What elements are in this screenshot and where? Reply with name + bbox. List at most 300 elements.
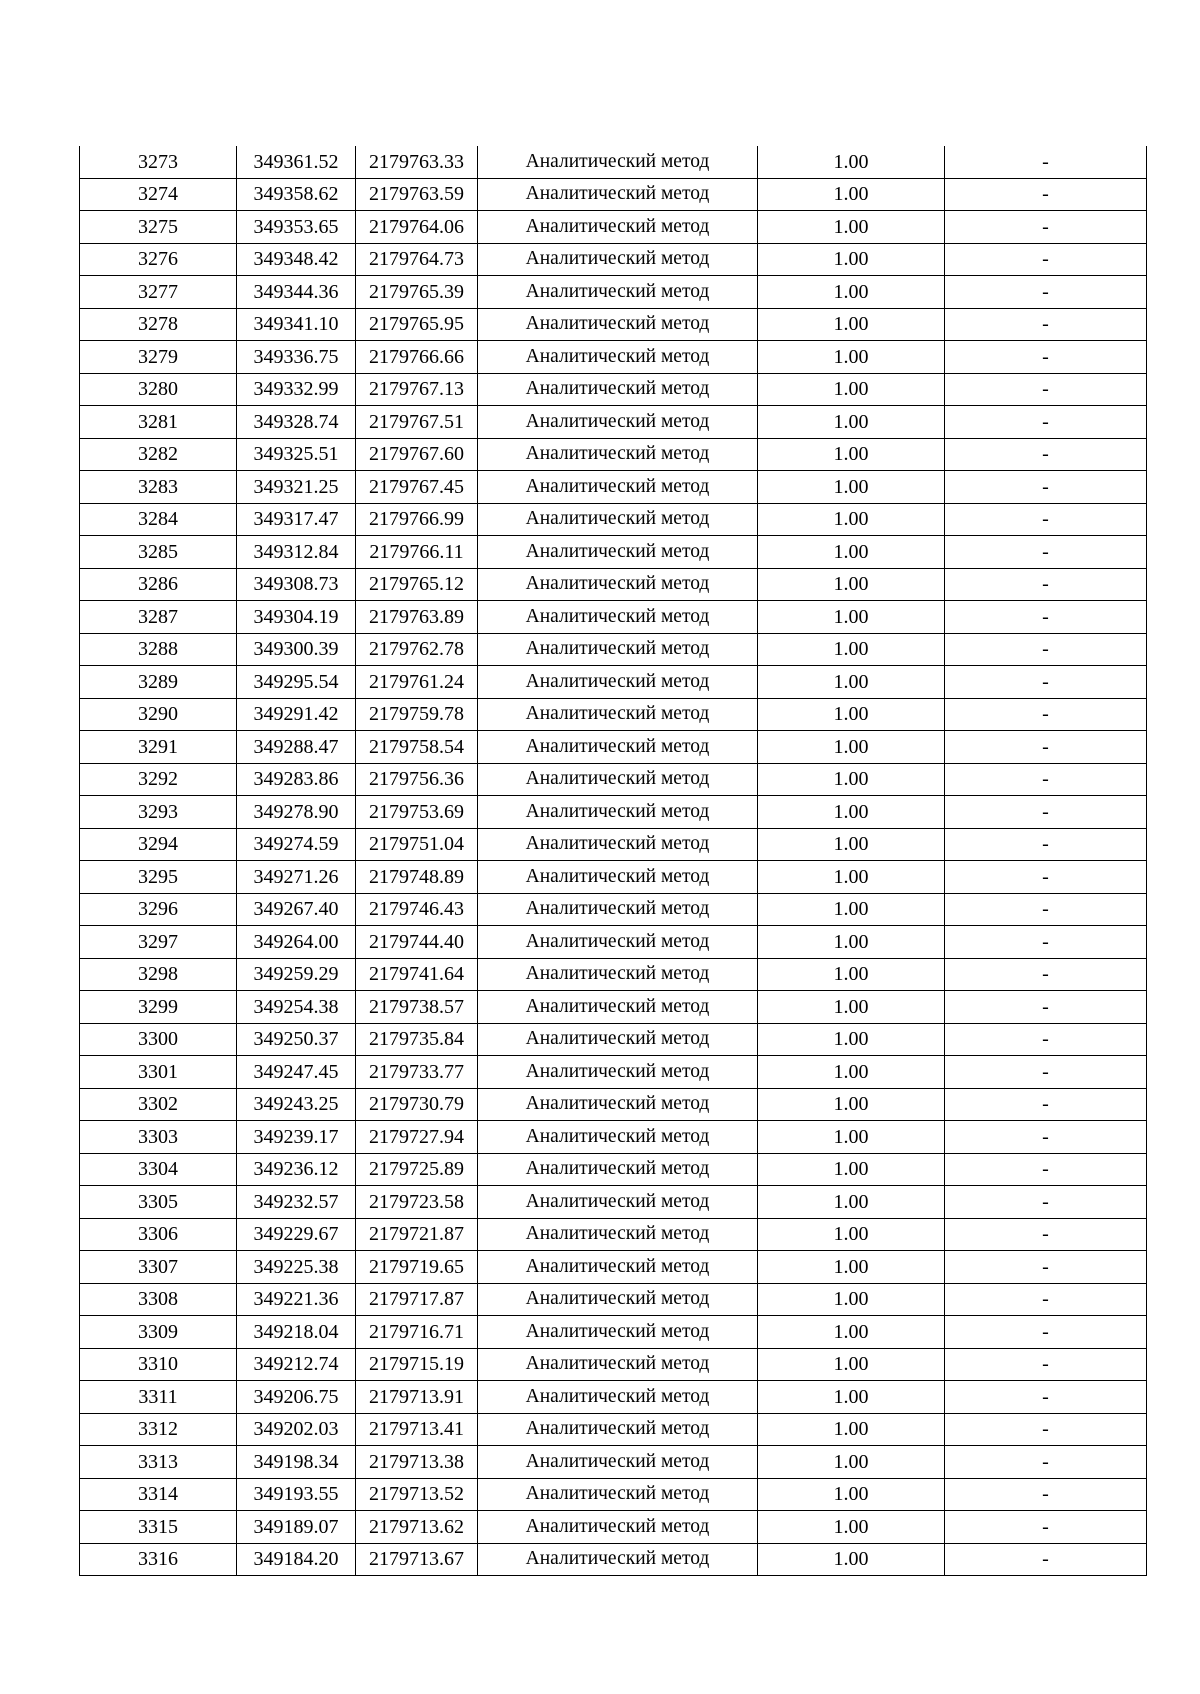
method-cell: Аналитический метод xyxy=(478,1023,758,1056)
table-row xyxy=(80,1023,1147,1056)
method-cell: Аналитический метод xyxy=(478,1283,758,1316)
precision-cell: 1.00 xyxy=(758,178,945,211)
precision-cell: 1.00 xyxy=(758,828,945,861)
description-cell: - xyxy=(945,1381,1147,1414)
x-coordinate-cell: 349283.86 xyxy=(237,763,356,796)
table-row xyxy=(80,1381,1147,1414)
table-row xyxy=(80,178,1147,211)
x-coordinate-cell: 349295.54 xyxy=(237,666,356,699)
table-row xyxy=(80,763,1147,796)
y-coordinate-cell: 2179764.73 xyxy=(356,243,478,276)
y-coordinate-cell: 2179766.66 xyxy=(356,341,478,374)
x-coordinate-cell: 349321.25 xyxy=(237,471,356,504)
y-coordinate-cell: 2179764.06 xyxy=(356,211,478,244)
table-row xyxy=(80,1088,1147,1121)
method-cell: Аналитический метод xyxy=(478,1056,758,1089)
table-row xyxy=(80,991,1147,1024)
description-cell: - xyxy=(945,991,1147,1024)
x-coordinate-cell: 349336.75 xyxy=(237,341,356,374)
y-coordinate-cell: 2179746.43 xyxy=(356,893,478,926)
precision-cell: 1.00 xyxy=(758,1283,945,1316)
y-coordinate-cell: 2179723.58 xyxy=(356,1186,478,1219)
y-coordinate-cell: 2179756.36 xyxy=(356,763,478,796)
point-number-cell: 3294 xyxy=(80,828,237,861)
method-cell: Аналитический метод xyxy=(478,893,758,926)
y-coordinate-cell: 2179713.41 xyxy=(356,1413,478,1446)
x-coordinate-cell: 349267.40 xyxy=(237,893,356,926)
description-cell: - xyxy=(945,211,1147,244)
method-cell: Аналитический метод xyxy=(478,471,758,504)
point-number-cell: 3283 xyxy=(80,471,237,504)
table-row xyxy=(80,1478,1147,1511)
y-coordinate-cell: 2179767.51 xyxy=(356,406,478,439)
point-number-cell: 3273 xyxy=(80,146,237,178)
point-number-cell: 3282 xyxy=(80,438,237,471)
y-coordinate-cell: 2179713.52 xyxy=(356,1478,478,1511)
point-number-cell: 3304 xyxy=(80,1153,237,1186)
precision-cell: 1.00 xyxy=(758,633,945,666)
method-cell: Аналитический метод xyxy=(478,536,758,569)
y-coordinate-cell: 2179766.99 xyxy=(356,503,478,536)
precision-cell: 1.00 xyxy=(758,1121,945,1154)
y-coordinate-cell: 2179735.84 xyxy=(356,1023,478,1056)
y-coordinate-cell: 2179765.95 xyxy=(356,308,478,341)
table-row xyxy=(80,828,1147,861)
method-cell: Аналитический метод xyxy=(478,568,758,601)
x-coordinate-cell: 349189.07 xyxy=(237,1511,356,1544)
y-coordinate-cell: 2179730.79 xyxy=(356,1088,478,1121)
method-cell: Аналитический метод xyxy=(478,1316,758,1349)
x-coordinate-cell: 349229.67 xyxy=(237,1218,356,1251)
x-coordinate-cell: 349358.62 xyxy=(237,178,356,211)
point-number-cell: 3298 xyxy=(80,958,237,991)
y-coordinate-cell: 2179763.89 xyxy=(356,601,478,634)
precision-cell: 1.00 xyxy=(758,731,945,764)
point-number-cell: 3316 xyxy=(80,1543,237,1576)
x-coordinate-cell: 349247.45 xyxy=(237,1056,356,1089)
x-coordinate-cell: 349239.17 xyxy=(237,1121,356,1154)
precision-cell: 1.00 xyxy=(758,503,945,536)
x-coordinate-cell: 349300.39 xyxy=(237,633,356,666)
method-cell: Аналитический метод xyxy=(478,211,758,244)
x-coordinate-cell: 349341.10 xyxy=(237,308,356,341)
description-cell: - xyxy=(945,1251,1147,1284)
x-coordinate-cell: 349243.25 xyxy=(237,1088,356,1121)
method-cell: Аналитический метод xyxy=(478,1511,758,1544)
x-coordinate-cell: 349325.51 xyxy=(237,438,356,471)
point-number-cell: 3308 xyxy=(80,1283,237,1316)
point-number-cell: 3310 xyxy=(80,1348,237,1381)
description-cell: - xyxy=(945,666,1147,699)
method-cell: Аналитический метод xyxy=(478,796,758,829)
method-cell: Аналитический метод xyxy=(478,991,758,1024)
description-cell: - xyxy=(945,373,1147,406)
description-cell: - xyxy=(945,308,1147,341)
x-coordinate-cell: 349236.12 xyxy=(237,1153,356,1186)
point-number-cell: 3292 xyxy=(80,763,237,796)
description-cell: - xyxy=(945,893,1147,926)
method-cell: Аналитический метод xyxy=(478,178,758,211)
x-coordinate-cell: 349264.00 xyxy=(237,926,356,959)
point-number-cell: 3279 xyxy=(80,341,237,374)
method-cell: Аналитический метод xyxy=(478,146,758,178)
table-row xyxy=(80,1348,1147,1381)
x-coordinate-cell: 349348.42 xyxy=(237,243,356,276)
description-cell: - xyxy=(945,178,1147,211)
x-coordinate-cell: 349274.59 xyxy=(237,828,356,861)
description-cell: - xyxy=(945,438,1147,471)
precision-cell: 1.00 xyxy=(758,1543,945,1576)
precision-cell: 1.00 xyxy=(758,991,945,1024)
precision-cell: 1.00 xyxy=(758,536,945,569)
y-coordinate-cell: 2179717.87 xyxy=(356,1283,478,1316)
description-cell: - xyxy=(945,601,1147,634)
x-coordinate-cell: 349250.37 xyxy=(237,1023,356,1056)
y-coordinate-cell: 2179753.69 xyxy=(356,796,478,829)
method-cell: Аналитический метод xyxy=(478,633,758,666)
method-cell: Аналитический метод xyxy=(478,926,758,959)
y-coordinate-cell: 2179725.89 xyxy=(356,1153,478,1186)
precision-cell: 1.00 xyxy=(758,406,945,439)
point-number-cell: 3309 xyxy=(80,1316,237,1349)
method-cell: Аналитический метод xyxy=(478,373,758,406)
y-coordinate-cell: 2179744.40 xyxy=(356,926,478,959)
description-cell: - xyxy=(945,1413,1147,1446)
table-row xyxy=(80,438,1147,471)
description-cell: - xyxy=(945,1153,1147,1186)
point-number-cell: 3299 xyxy=(80,991,237,1024)
description-cell: - xyxy=(945,503,1147,536)
table-row xyxy=(80,146,1147,178)
table-row xyxy=(80,1251,1147,1284)
method-cell: Аналитический метод xyxy=(478,1446,758,1479)
method-cell: Аналитический метод xyxy=(478,731,758,764)
y-coordinate-cell: 2179741.64 xyxy=(356,958,478,991)
description-cell: - xyxy=(945,796,1147,829)
x-coordinate-cell: 349332.99 xyxy=(237,373,356,406)
point-number-cell: 3278 xyxy=(80,308,237,341)
y-coordinate-cell: 2179719.65 xyxy=(356,1251,478,1284)
description-cell: - xyxy=(945,243,1147,276)
table-row xyxy=(80,243,1147,276)
x-coordinate-cell: 349291.42 xyxy=(237,698,356,731)
y-coordinate-cell: 2179713.62 xyxy=(356,1511,478,1544)
y-coordinate-cell: 2179762.78 xyxy=(356,633,478,666)
x-coordinate-cell: 349328.74 xyxy=(237,406,356,439)
y-coordinate-cell: 2179715.19 xyxy=(356,1348,478,1381)
description-cell: - xyxy=(945,861,1147,894)
table-row xyxy=(80,1186,1147,1219)
point-number-cell: 3280 xyxy=(80,373,237,406)
table-row xyxy=(80,1153,1147,1186)
method-cell: Аналитический метод xyxy=(478,601,758,634)
table-row xyxy=(80,503,1147,536)
precision-cell: 1.00 xyxy=(758,146,945,178)
point-number-cell: 3288 xyxy=(80,633,237,666)
precision-cell: 1.00 xyxy=(758,1478,945,1511)
table-row xyxy=(80,1056,1147,1089)
table-row xyxy=(80,666,1147,699)
table-row xyxy=(80,893,1147,926)
precision-cell: 1.00 xyxy=(758,1348,945,1381)
coordinates-table-body xyxy=(80,146,1147,1576)
y-coordinate-cell: 2179763.59 xyxy=(356,178,478,211)
description-cell: - xyxy=(945,1316,1147,1349)
x-coordinate-cell: 349271.26 xyxy=(237,861,356,894)
method-cell: Аналитический метод xyxy=(478,308,758,341)
y-coordinate-cell: 2179761.24 xyxy=(356,666,478,699)
point-number-cell: 3276 xyxy=(80,243,237,276)
precision-cell: 1.00 xyxy=(758,568,945,601)
point-number-cell: 3307 xyxy=(80,1251,237,1284)
table-row xyxy=(80,1218,1147,1251)
precision-cell: 1.00 xyxy=(758,1056,945,1089)
coordinates-table xyxy=(79,146,1147,1576)
y-coordinate-cell: 2179765.39 xyxy=(356,276,478,309)
description-cell: - xyxy=(945,828,1147,861)
point-number-cell: 3314 xyxy=(80,1478,237,1511)
description-cell: - xyxy=(945,731,1147,764)
description-cell: - xyxy=(945,1088,1147,1121)
y-coordinate-cell: 2179716.71 xyxy=(356,1316,478,1349)
x-coordinate-cell: 349254.38 xyxy=(237,991,356,1024)
table-row xyxy=(80,406,1147,439)
precision-cell: 1.00 xyxy=(758,373,945,406)
y-coordinate-cell: 2179763.33 xyxy=(356,146,478,178)
method-cell: Аналитический метод xyxy=(478,1121,758,1154)
description-cell: - xyxy=(945,698,1147,731)
x-coordinate-cell: 349232.57 xyxy=(237,1186,356,1219)
method-cell: Аналитический метод xyxy=(478,1218,758,1251)
point-number-cell: 3300 xyxy=(80,1023,237,1056)
table-row xyxy=(80,633,1147,666)
table-row xyxy=(80,1446,1147,1479)
point-number-cell: 3281 xyxy=(80,406,237,439)
table-row xyxy=(80,958,1147,991)
method-cell: Аналитический метод xyxy=(478,1153,758,1186)
y-coordinate-cell: 2179767.45 xyxy=(356,471,478,504)
table-row xyxy=(80,698,1147,731)
x-coordinate-cell: 349259.29 xyxy=(237,958,356,991)
x-coordinate-cell: 349206.75 xyxy=(237,1381,356,1414)
x-coordinate-cell: 349202.03 xyxy=(237,1413,356,1446)
method-cell: Аналитический метод xyxy=(478,861,758,894)
precision-cell: 1.00 xyxy=(758,666,945,699)
table-row xyxy=(80,601,1147,634)
y-coordinate-cell: 2179713.67 xyxy=(356,1543,478,1576)
description-cell: - xyxy=(945,1283,1147,1316)
precision-cell: 1.00 xyxy=(758,601,945,634)
precision-cell: 1.00 xyxy=(758,926,945,959)
table-row xyxy=(80,568,1147,601)
precision-cell: 1.00 xyxy=(758,1023,945,1056)
description-cell: - xyxy=(945,1121,1147,1154)
precision-cell: 1.00 xyxy=(758,1153,945,1186)
method-cell: Аналитический метод xyxy=(478,503,758,536)
table-row xyxy=(80,861,1147,894)
point-number-cell: 3274 xyxy=(80,178,237,211)
precision-cell: 1.00 xyxy=(758,958,945,991)
x-coordinate-cell: 349361.52 xyxy=(237,146,356,178)
table-row xyxy=(80,471,1147,504)
method-cell: Аналитический метод xyxy=(478,1186,758,1219)
x-coordinate-cell: 349317.47 xyxy=(237,503,356,536)
method-cell: Аналитический метод xyxy=(478,1478,758,1511)
point-number-cell: 3296 xyxy=(80,893,237,926)
x-coordinate-cell: 349225.38 xyxy=(237,1251,356,1284)
y-coordinate-cell: 2179733.77 xyxy=(356,1056,478,1089)
precision-cell: 1.00 xyxy=(758,1316,945,1349)
precision-cell: 1.00 xyxy=(758,1413,945,1446)
precision-cell: 1.00 xyxy=(758,1186,945,1219)
description-cell: - xyxy=(945,1348,1147,1381)
point-number-cell: 3284 xyxy=(80,503,237,536)
description-cell: - xyxy=(945,763,1147,796)
point-number-cell: 3305 xyxy=(80,1186,237,1219)
point-number-cell: 3303 xyxy=(80,1121,237,1154)
x-coordinate-cell: 349308.73 xyxy=(237,568,356,601)
precision-cell: 1.00 xyxy=(758,1446,945,1479)
x-coordinate-cell: 349344.36 xyxy=(237,276,356,309)
table-row xyxy=(80,731,1147,764)
precision-cell: 1.00 xyxy=(758,1088,945,1121)
y-coordinate-cell: 2179766.11 xyxy=(356,536,478,569)
precision-cell: 1.00 xyxy=(758,1251,945,1284)
description-cell: - xyxy=(945,1511,1147,1544)
point-number-cell: 3277 xyxy=(80,276,237,309)
description-cell: - xyxy=(945,1218,1147,1251)
method-cell: Аналитический метод xyxy=(478,828,758,861)
description-cell: - xyxy=(945,341,1147,374)
description-cell: - xyxy=(945,536,1147,569)
table-row xyxy=(80,1543,1147,1576)
precision-cell: 1.00 xyxy=(758,341,945,374)
point-number-cell: 3295 xyxy=(80,861,237,894)
x-coordinate-cell: 349353.65 xyxy=(237,211,356,244)
description-cell: - xyxy=(945,926,1147,959)
method-cell: Аналитический метод xyxy=(478,341,758,374)
description-cell: - xyxy=(945,1543,1147,1576)
table-row xyxy=(80,1511,1147,1544)
point-number-cell: 3291 xyxy=(80,731,237,764)
table-row xyxy=(80,536,1147,569)
method-cell: Аналитический метод xyxy=(478,1348,758,1381)
y-coordinate-cell: 2179713.38 xyxy=(356,1446,478,1479)
description-cell: - xyxy=(945,1023,1147,1056)
precision-cell: 1.00 xyxy=(758,276,945,309)
table-row xyxy=(80,373,1147,406)
point-number-cell: 3285 xyxy=(80,536,237,569)
point-number-cell: 3287 xyxy=(80,601,237,634)
point-number-cell: 3302 xyxy=(80,1088,237,1121)
table-row xyxy=(80,1283,1147,1316)
y-coordinate-cell: 2179727.94 xyxy=(356,1121,478,1154)
point-number-cell: 3312 xyxy=(80,1413,237,1446)
point-number-cell: 3315 xyxy=(80,1511,237,1544)
description-cell: - xyxy=(945,1056,1147,1089)
precision-cell: 1.00 xyxy=(758,308,945,341)
table-row xyxy=(80,308,1147,341)
table-row xyxy=(80,341,1147,374)
point-number-cell: 3306 xyxy=(80,1218,237,1251)
description-cell: - xyxy=(945,276,1147,309)
precision-cell: 1.00 xyxy=(758,763,945,796)
description-cell: - xyxy=(945,633,1147,666)
y-coordinate-cell: 2179767.13 xyxy=(356,373,478,406)
x-coordinate-cell: 349212.74 xyxy=(237,1348,356,1381)
method-cell: Аналитический метод xyxy=(478,698,758,731)
precision-cell: 1.00 xyxy=(758,1381,945,1414)
description-cell: - xyxy=(945,146,1147,178)
method-cell: Аналитический метод xyxy=(478,406,758,439)
point-number-cell: 3297 xyxy=(80,926,237,959)
x-coordinate-cell: 349288.47 xyxy=(237,731,356,764)
method-cell: Аналитический метод xyxy=(478,1543,758,1576)
method-cell: Аналитический метод xyxy=(478,958,758,991)
x-coordinate-cell: 349312.84 xyxy=(237,536,356,569)
table-row xyxy=(80,276,1147,309)
method-cell: Аналитический метод xyxy=(478,438,758,471)
description-cell: - xyxy=(945,406,1147,439)
method-cell: Аналитический метод xyxy=(478,1088,758,1121)
precision-cell: 1.00 xyxy=(758,861,945,894)
y-coordinate-cell: 2179738.57 xyxy=(356,991,478,1024)
description-cell: - xyxy=(945,958,1147,991)
point-number-cell: 3311 xyxy=(80,1381,237,1414)
x-coordinate-cell: 349193.55 xyxy=(237,1478,356,1511)
description-cell: - xyxy=(945,1478,1147,1511)
precision-cell: 1.00 xyxy=(758,698,945,731)
x-coordinate-cell: 349278.90 xyxy=(237,796,356,829)
table-row xyxy=(80,796,1147,829)
table-row xyxy=(80,926,1147,959)
precision-cell: 1.00 xyxy=(758,211,945,244)
y-coordinate-cell: 2179759.78 xyxy=(356,698,478,731)
point-number-cell: 3313 xyxy=(80,1446,237,1479)
method-cell: Аналитический метод xyxy=(478,243,758,276)
precision-cell: 1.00 xyxy=(758,438,945,471)
table-row xyxy=(80,211,1147,244)
description-cell: - xyxy=(945,1186,1147,1219)
point-number-cell: 3289 xyxy=(80,666,237,699)
precision-cell: 1.00 xyxy=(758,796,945,829)
precision-cell: 1.00 xyxy=(758,1218,945,1251)
point-number-cell: 3286 xyxy=(80,568,237,601)
precision-cell: 1.00 xyxy=(758,1511,945,1544)
method-cell: Аналитический метод xyxy=(478,666,758,699)
y-coordinate-cell: 2179758.54 xyxy=(356,731,478,764)
y-coordinate-cell: 2179767.60 xyxy=(356,438,478,471)
y-coordinate-cell: 2179721.87 xyxy=(356,1218,478,1251)
method-cell: Аналитический метод xyxy=(478,763,758,796)
description-cell: - xyxy=(945,1446,1147,1479)
x-coordinate-cell: 349218.04 xyxy=(237,1316,356,1349)
method-cell: Аналитический метод xyxy=(478,1251,758,1284)
description-cell: - xyxy=(945,471,1147,504)
x-coordinate-cell: 349221.36 xyxy=(237,1283,356,1316)
method-cell: Аналитический метод xyxy=(478,1381,758,1414)
table-row xyxy=(80,1316,1147,1349)
x-coordinate-cell: 349304.19 xyxy=(237,601,356,634)
point-number-cell: 3275 xyxy=(80,211,237,244)
point-number-cell: 3293 xyxy=(80,796,237,829)
precision-cell: 1.00 xyxy=(758,471,945,504)
x-coordinate-cell: 349198.34 xyxy=(237,1446,356,1479)
table-row xyxy=(80,1413,1147,1446)
precision-cell: 1.00 xyxy=(758,893,945,926)
precision-cell: 1.00 xyxy=(758,243,945,276)
point-number-cell: 3290 xyxy=(80,698,237,731)
